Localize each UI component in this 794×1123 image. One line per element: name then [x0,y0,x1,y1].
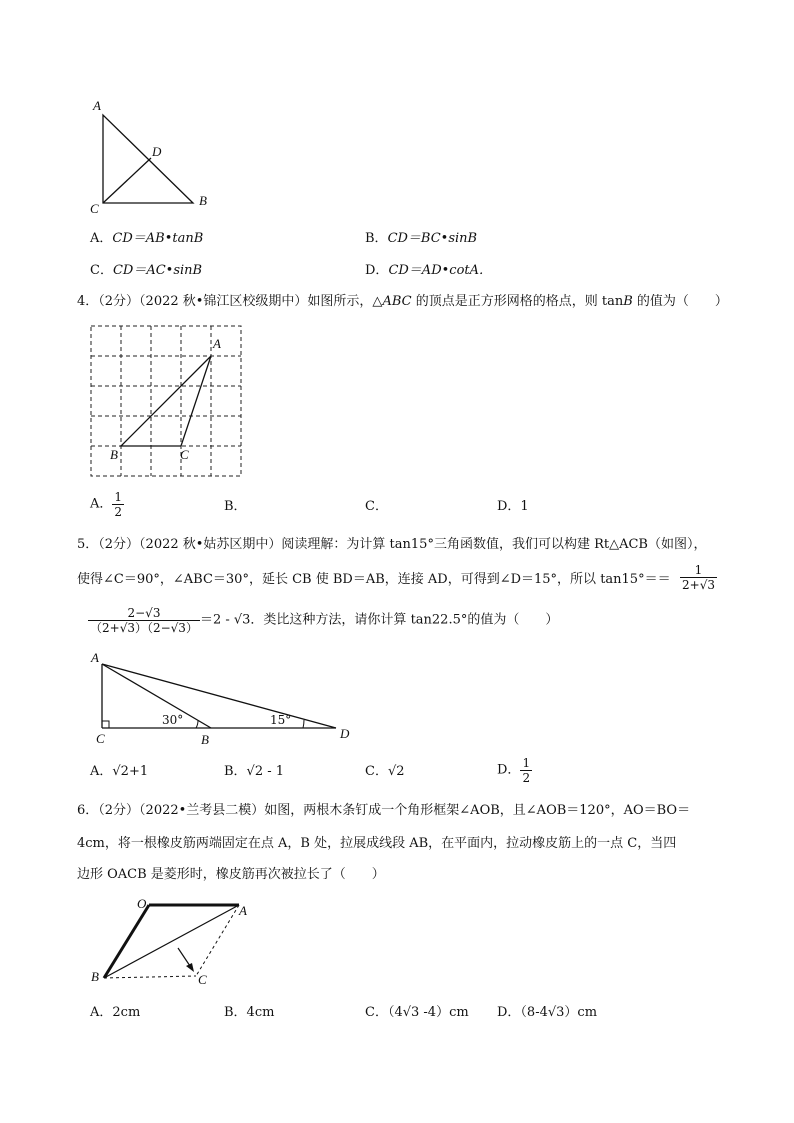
q4-label-b: B [110,447,118,462]
q3-label-b: B [199,193,207,208]
q4-stem: 4．（2分）（2022 秋•锦江区校级期中）如图所示，△ABC 的顶点是正方形网格的格点，则 tanB 的值为（ ） [77,294,728,309]
q5-label-a: A [91,650,99,665]
q3-option-d[interactable] [365,263,492,279]
q3-option-d-letter: D． [365,263,389,278]
q3-label-c: C [90,201,99,216]
q5-fraction-1: $\frac{1}{2+√3}$ [682,563,715,592]
q4-option-d[interactable]: D．1 [497,499,529,514]
q6-label-a: A [239,903,247,918]
q4-option-a[interactable]: A． $\frac{1}{2}$ [90,490,123,519]
q5-line-3: $\frac{2-√3}{(2+√3)(2-√3)}$ ＝2 - √3．类比这种方法，请你计算 tan22.5°的值为（ ） [90,606,559,635]
q3-option-b[interactable] [365,231,477,247]
q5-option-c[interactable]: C．√2 [365,764,405,779]
q6-label-o: O [137,896,147,911]
q6-label-b: B [91,969,99,984]
q5-angle-15: 15° [270,713,292,727]
q3-option-a[interactable] [90,231,203,247]
q3-option-d-text: CD＝AD•cotA． [388,263,493,278]
q6-line-3: 边形 OACB 是菱形时，橡皮筋再次被拉长了（ ） [77,867,385,882]
q6-rhombus-figure [0,890,794,990]
q5-option-b[interactable]: B．√2 - 1 [224,764,285,779]
q5-option-d[interactable]: D． $\frac{1}{2}$ [497,756,531,785]
q5-angle-30: 30° [162,713,184,727]
q3-option-c-letter: C． [90,263,113,278]
q6-option-c[interactable]: C．（4√3 -4）cm [365,1005,469,1020]
q3-option-a-text: CD＝AB•tanB [112,231,204,246]
q4-label-c: C [180,447,189,462]
q3-option-c-text: CD＝AC•sinB [112,263,203,278]
q6-line-1: 6．（2分）（2022•兰考县二模）如图，两根木条钉成一个角形框架∠AOB，且∠AOB＝120°，AO＝BO＝ [77,803,691,818]
q6-option-d[interactable]: D．（8-4√3）cm [497,1005,598,1020]
q5-option-a[interactable]: A．√2+1 [90,764,149,779]
q5-label-d: D [340,726,350,741]
q3-option-b-text: CD＝BC•sinB [387,231,478,246]
q3-label-d: D [152,144,162,159]
q4-grid-figure [0,320,794,485]
q3-label-a: A [93,98,101,113]
q5-label-b: B [201,732,209,747]
q6-option-a[interactable]: A．2cm [90,1005,141,1020]
q5-line-2: 使得∠C＝90°，∠ABC＝30°，延长 CB 使 BD＝AB，连接 AD，可得到∠D＝15°，所以 tan15°＝＝ [77,572,671,587]
q6-label-c: C [198,972,207,987]
q5-triangle-figure [0,650,794,745]
q4-option-c[interactable]: C． [365,499,388,514]
q3-option-b-letter: B． [365,231,388,246]
q5-line-1: 5．（2分）（2022 秋•姑苏区期中）阅读理解：为计算 tan15°三角函数值，我们可以构建 Rt△ACB（如图）， [77,537,707,552]
q5-label-c: C [96,731,105,746]
q4-label-a: A [213,336,221,351]
q6-line-2: 4cm，将一根橡皮筋两端固定在点 A，B 处，拉展成线段 AB，在平面内，拉动橡皮筋上的一点 C，当四 [77,836,677,851]
q3-option-a-letter: A． [90,231,113,246]
q4-option-b[interactable]: B． [224,499,247,514]
q6-option-b[interactable]: B．4cm [224,1005,275,1020]
q3-option-c[interactable] [90,263,202,279]
q3-triangle-figure [0,0,794,230]
